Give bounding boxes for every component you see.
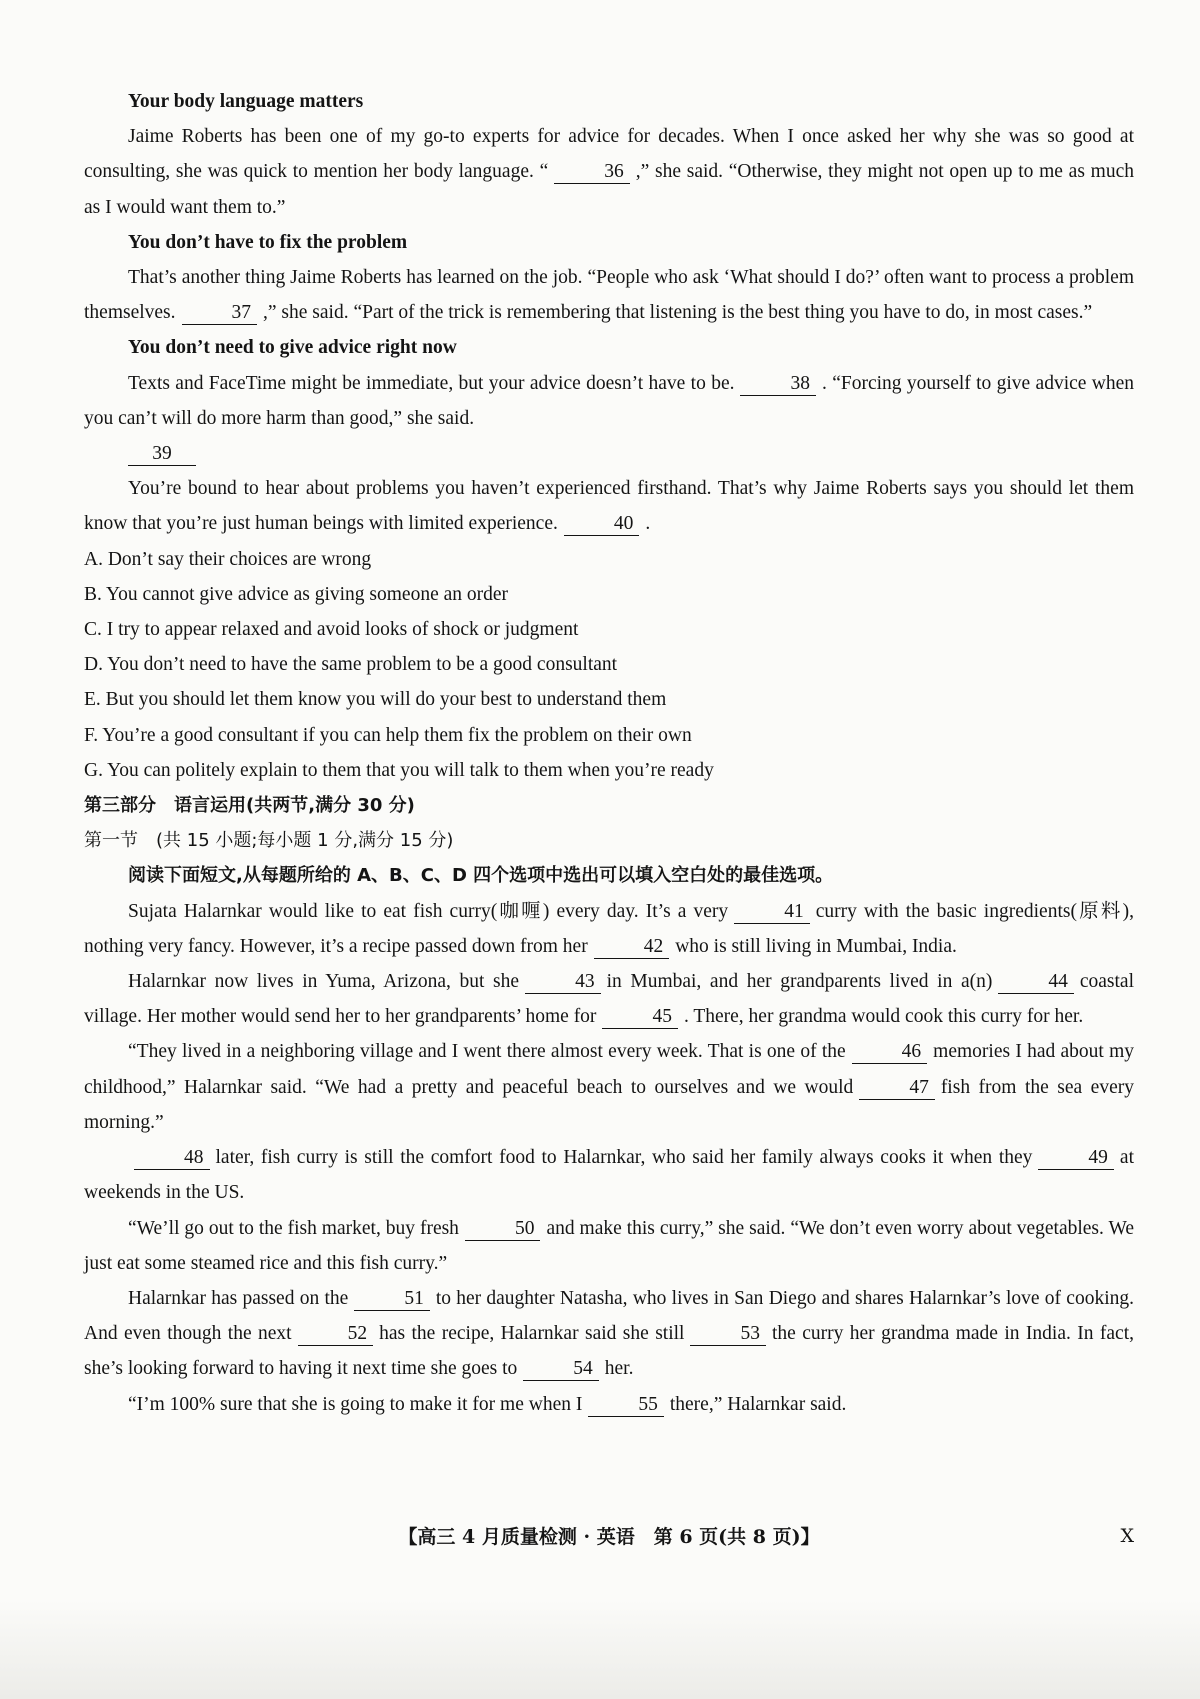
text: coastal village. Her mother would send her to her grandparents’ home for bbox=[84, 971, 1134, 1028]
blank-47[interactable]: 47 bbox=[859, 1077, 935, 1100]
paragraph-experience bbox=[84, 471, 1134, 541]
heading-body-language: Your body language matters bbox=[128, 91, 364, 112]
option-c: C. I try to appear relaxed and avoid looks of shock or judgment bbox=[84, 619, 579, 641]
cloze-paragraph-2 bbox=[84, 964, 1134, 1034]
scan-shadow bbox=[0, 1600, 1200, 1699]
text: ,” she said. “Part of the trick is remembering that listening is the best thing you have to do, in most cases.” bbox=[263, 302, 1093, 324]
cloze-paragraph-6 bbox=[84, 1281, 1134, 1387]
blank-40[interactable]: 40 bbox=[564, 513, 640, 536]
paragraph-advice-now bbox=[84, 366, 1134, 436]
text: curry with the basic ingredients(原料), nothing very fancy. However, it’s a recipe passed down from her bbox=[84, 900, 1134, 957]
blank-43[interactable]: 43 bbox=[525, 971, 601, 994]
text: That’s another thing Jaime Roberts has learned on the job. “People who ask ‘What should I do?’ often want to process a problem themselves. bbox=[84, 267, 1134, 324]
heading-fix-problem: You don’t have to fix the problem bbox=[128, 231, 408, 253]
text: Jaime Roberts has been one of my go-to experts for advice for decades. When I once asked her why she was so good at consulting, she was quick to mention her body language. “ bbox=[84, 126, 1134, 183]
text: . bbox=[645, 513, 651, 535]
text: memories I had about my childhood,” Halarnkar said. “We had a pretty and peaceful beach to ourselves and we would bbox=[84, 1041, 1134, 1098]
blank-45[interactable]: 45 bbox=[602, 1006, 678, 1029]
text: to her daughter Natasha, who lives in San Diego and shares Halarnkar’s love of cooking. And even though the next bbox=[84, 1287, 1134, 1345]
text: “They lived in a neighboring village and I went there almost every week. That is one of the bbox=[128, 1041, 846, 1063]
cloze-paragraph-1 bbox=[84, 894, 1134, 964]
text: fish from the sea every morning.” bbox=[84, 1076, 1134, 1133]
text: Halarnkar has passed on the bbox=[128, 1287, 349, 1309]
blank-38[interactable]: 38 bbox=[740, 373, 816, 396]
option-b: B. You cannot give advice as giving someone an order bbox=[84, 583, 509, 605]
heading-39 bbox=[84, 436, 1134, 471]
blank-37[interactable]: 37 bbox=[182, 302, 258, 325]
text: there,” Halarnkar said. bbox=[669, 1393, 847, 1415]
part3-instructions: 阅读下面短文,从每题所给的 A、B、C、D 四个选项中选出可以填入空白处的最佳选项。 bbox=[128, 865, 834, 887]
text: ,” she said. “Otherwise, they might not open up to me as much as I would want them to.” bbox=[84, 161, 1134, 218]
heading-advice-now: You don’t need to give advice right now bbox=[128, 337, 457, 359]
blank-39[interactable]: 39 bbox=[128, 443, 196, 466]
option-e: E. But you should let them know you will do your best to understand them bbox=[84, 689, 667, 711]
text: the curry her grandma made in India. In fact, she’s looking forward to having it next time she goes to bbox=[84, 1323, 1135, 1380]
text: Sujata Halarnkar would like to eat fish curry(咖喱) every day. It’s a very bbox=[128, 900, 729, 922]
page-footer bbox=[84, 1522, 1134, 1549]
blank-46[interactable]: 46 bbox=[852, 1041, 928, 1064]
text: “I’m 100% sure that she is going to make it for me when I bbox=[128, 1393, 583, 1415]
blank-42[interactable]: 42 bbox=[594, 936, 670, 959]
option-f: F. You’re a good consultant if you can help them fix the problem on their own bbox=[84, 724, 692, 746]
text: at weekends in the US. bbox=[84, 1147, 1134, 1204]
blank-52[interactable]: 52 bbox=[298, 1323, 374, 1346]
paragraph-fix-problem bbox=[84, 260, 1134, 330]
text: in Mumbai, and her grandparents lived in a(n) bbox=[606, 971, 993, 993]
part3-subsection: 第一节 (共 15 小题;每小题 1 分,满分 15 分) bbox=[84, 830, 454, 852]
blank-48[interactable]: 48 bbox=[134, 1147, 210, 1170]
blank-41[interactable]: 41 bbox=[734, 901, 810, 924]
text: has the recipe, Halarnkar said she still bbox=[379, 1323, 685, 1345]
text: her. bbox=[604, 1358, 634, 1380]
blank-55[interactable]: 55 bbox=[588, 1394, 664, 1417]
text: Texts and FaceTime might be immediate, but your advice doesn’t have to be. bbox=[128, 372, 735, 394]
text: and make this curry,” she said. “We don’t even worry about vegetables. We just eat some steamed rice and this fish curry.” bbox=[84, 1217, 1134, 1274]
text: later, fish curry is still the comfort food to Halarnkar, who said her family always cooks it when they bbox=[215, 1147, 1033, 1169]
cloze-paragraph-3 bbox=[84, 1034, 1134, 1140]
blank-49[interactable]: 49 bbox=[1038, 1147, 1114, 1170]
blank-51[interactable]: 51 bbox=[354, 1288, 430, 1311]
cloze-paragraph-5 bbox=[84, 1211, 1134, 1281]
footer-mark: X bbox=[1120, 1524, 1134, 1547]
text: . “Forcing yourself to give advice when you can’t will do more harm than good,” she said. bbox=[84, 372, 1135, 429]
option-g: G. You can politely explain to them that you will talk to them when you’re ready bbox=[84, 759, 714, 781]
option-a: A. Don’t say their choices are wrong bbox=[84, 548, 372, 570]
blank-50[interactable]: 50 bbox=[465, 1218, 541, 1241]
blank-53[interactable]: 53 bbox=[690, 1323, 766, 1346]
text: You’re bound to hear about problems you haven’t experienced firsthand. That’s why Jaime Roberts says you should let them know that you’re just human beings with limited experience. bbox=[84, 478, 1134, 535]
blank-44[interactable]: 44 bbox=[998, 971, 1074, 994]
part3-title: 第三部分 语言运用(共两节,满分 30 分) bbox=[84, 795, 415, 817]
blank-36[interactable]: 36 bbox=[554, 161, 630, 184]
cloze-paragraph-7 bbox=[84, 1387, 1134, 1422]
text: Halarnkar now lives in Yuma, Arizona, but she bbox=[128, 971, 520, 993]
blank-54[interactable]: 54 bbox=[523, 1358, 599, 1381]
text: “We’ll go out to the fish market, buy fresh bbox=[128, 1217, 459, 1239]
option-d: D. You don’t need to have the same problem to be a good consultant bbox=[84, 654, 618, 676]
page-content bbox=[84, 84, 1134, 1422]
paragraph-body-language bbox=[84, 119, 1134, 225]
footer-page-label: 【高三 4 月质量检测 · 英语 第 6 页(共 8 页)】 bbox=[398, 1526, 820, 1548]
text: . There, her grandma would cook this curry for her. bbox=[683, 1006, 1084, 1028]
cloze-paragraph-4 bbox=[84, 1140, 1134, 1210]
text: who is still living in Mumbai, India. bbox=[675, 935, 957, 957]
